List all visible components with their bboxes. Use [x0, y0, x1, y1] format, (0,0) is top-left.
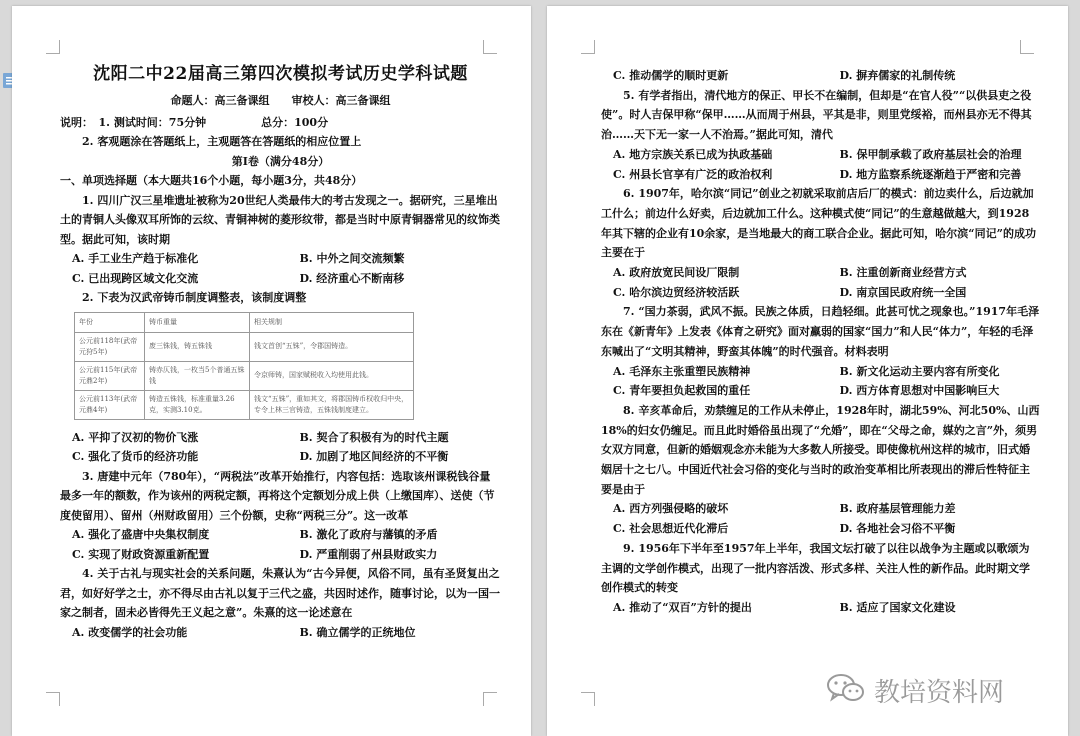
table-cell: 钱文“五铢”，重如其文，将郡国铸币权收归中央，专令上林三官铸造，五铢钱制度建立。 — [250, 390, 414, 419]
option-d: D. 西方体育思想对中国影响巨大 — [839, 384, 1000, 398]
option-c: C. 哈尔滨边贸经济较活跃 — [613, 285, 740, 299]
option-b: B. 注重创新商业经营方式 — [839, 266, 967, 280]
option-c: C. 已出现跨区域文化交流 — [72, 271, 199, 285]
option-b: B. 中外之间交流频繁 — [299, 252, 405, 265]
table-cell: 令京师铸，国家赋税收入均使用此钱。 — [250, 361, 414, 390]
section-heading: 一、单项选择题（本大题共16个小题，每小题3分，共48分） — [60, 174, 363, 187]
margin-mark — [483, 40, 497, 54]
option-d: D. 地方监察系统逐渐趋于严密和完善 — [839, 167, 1022, 181]
watermark — [826, 670, 1056, 710]
table-row — [75, 361, 414, 390]
options-row — [60, 269, 501, 289]
table-cell: 铸造五铢钱，标准重量3.26克，实测3.10克。 — [145, 390, 250, 419]
option-c: C. 青年要担负起救国的重任 — [613, 384, 751, 398]
option-d: D. 严重削弱了州县财政实力 — [299, 547, 438, 561]
table-row — [75, 390, 414, 419]
question-7: 7. “国力茶弱，武风不振。民族之体质，日趋轻细。此甚可忧之现象也。”1917年毛泽东在《新青年》上发表《体育之研究》面对羸弱的国家“国力”和人民“体力”，年轻的毛泽东喊出了“文明其精神，野蛮其体魄”的时代强音。材料表明 — [601, 305, 1040, 358]
option-a: A. 平抑了汉初的物价飞涨 — [72, 430, 199, 444]
document-page-right — [547, 6, 1068, 736]
question-6: 6. 1907年，哈尔滨“同记”创业之初就采取前店后厂的模式：前边卖什么，后边就加工什么；前边什么好卖，后边就加工什么。这种模式使“同记”的生意越做越大，到1928年其下辖的企业有10余家，是当地最大的商工联合企业。据此可知，哈尔滨“同记”的成功主要在于 — [601, 187, 1036, 260]
margin-mark — [46, 692, 60, 706]
question-8: 8. 辛亥革命后，劝禁缠足的工作从未停止，1928年时，湖北59%、河北50%、山西18%的妇女仍缠足。而且此时婚俗虽出现了“允婚”，即在“父母之命，媒妁之言”外，须男女双方同意，但新的婚姻观念亦未能为大多数人所接受。即使像杭州这样的城市，旧式婚姻居十之七八。中国近代社会习俗的变化与当时的政治变革相比所表现出的滞后性特征主要是由于 — [601, 403, 1040, 496]
authors-line: 命题人：高三备课组 审校人：高三备课组 — [170, 94, 391, 107]
margin-mark — [581, 40, 595, 54]
page-content — [601, 66, 1040, 618]
option-c: C. 推动儒学的顺时更新 — [613, 69, 729, 82]
options-row — [60, 525, 501, 545]
option-b: B. 政府基层管理能力差 — [839, 502, 956, 516]
document-title: 沈阳二中22届高三第四次模拟考试历史学科试题 — [93, 64, 468, 84]
option-a: A. 地方宗族关系已成为执政基础 — [613, 147, 773, 161]
table-header: 相关规制 — [250, 312, 414, 332]
option-a: A. 推动了“双百”方针的提出 — [613, 600, 752, 614]
question-2: 2. 下表为汉武帝铸币制度调整表，该制度调整 — [82, 291, 307, 304]
watermark-text: 教培资料网 — [874, 677, 1005, 708]
table-row — [75, 332, 414, 361]
margin-mark — [483, 692, 497, 706]
question-5: 5. 有学者指出，清代地方的保正、甲长不在编制，但却是“在官人役”“以供县吏之役使”。时人吉保甲称“保甲……从而周于州县，平其是非，则里党绥裕，而州县亦无不得其治……天下无一家一人不治焉。”据此可知，清代 — [601, 88, 1032, 142]
coinage-table — [74, 312, 414, 420]
page-content — [60, 61, 501, 642]
margin-mark — [581, 692, 595, 706]
options-row — [601, 362, 1040, 382]
option-a: A. 政府放宽民间设厂限制 — [613, 266, 740, 280]
wechat-icon — [826, 672, 866, 708]
question-4: 4. 关于古礼与现实社会的关系问题，朱熹认为“古今异便，风俗不同，虽有圣贤复出之君，如好好学之士，亦不得尽由古礼以复于三代之盛，共因时述作，随事讨论，以为一国一家之制者，固未必皆得先王义起之意”。朱熹的这一论述意在 — [60, 567, 500, 619]
option-a: A. 改变儒学的社会功能 — [72, 625, 188, 639]
option-b: B. 确立儒学的正统地位 — [299, 625, 416, 639]
question-9: 9. 1956年下半年至1957年上半年，我国文坛打破了以往以战争为主题或以歌颂为主调的文学创作模式，出现了一批内容活泼、形式多样、关注人性的新作品。此时期文学创作模式的转变 — [601, 541, 1030, 595]
options-row — [60, 623, 501, 643]
option-a: A. 手工业生产趋于标准化 — [72, 252, 199, 265]
option-c: C. 州县长官享有广泛的政治权利 — [613, 167, 773, 181]
options-row — [60, 545, 501, 565]
option-a: A. 西方列强侵略的破坏 — [613, 502, 729, 516]
question-1: 1. 四川广汉三星堆遗址被称为20世纪人类最伟大的考古发现之一。据研究，三星堆出土的青铜人头像双耳所饰的云纹、青铜神树的菱形纹带，都是当时中原青铜器常见的纹饰类型。据此可知，该时期 — [60, 193, 500, 246]
table-cell: 钱文首创“五铢”，令郡国铸造。 — [250, 332, 414, 361]
options-row — [601, 519, 1040, 539]
table-header-row — [75, 312, 414, 332]
options-row — [601, 263, 1040, 283]
options-row — [60, 447, 501, 467]
option-d: D. 加剧了地区间经济的不平衡 — [299, 450, 449, 463]
options-row — [60, 249, 501, 269]
option-d: D. 南京国民政府统一全国 — [839, 285, 967, 299]
option-d: D. 经济重心不断南移 — [299, 271, 405, 285]
options-row — [601, 598, 1040, 618]
table-cell: 公元前118年(武帝元狩5年) — [75, 332, 145, 361]
table-header: 铸币重量 — [145, 312, 250, 332]
option-d: D. 摒弃儒家的礼制传统 — [839, 69, 956, 82]
table-cell: 废三铢钱，铸五铢钱 — [145, 332, 250, 361]
part-heading: 第Ⅰ卷（满分48分） — [231, 154, 330, 168]
margin-mark — [1020, 40, 1034, 54]
table-cell: 公元前115年(武帝元鼎2年) — [75, 361, 145, 390]
options-row — [601, 66, 1040, 86]
options-row — [601, 145, 1040, 165]
option-b: B. 契合了积极有为的时代主题 — [299, 430, 449, 444]
table-cell: 公元前113年(武帝元鼎4年) — [75, 390, 145, 419]
options-row — [601, 283, 1040, 303]
option-a: A. 强化了盛唐中央集权制度 — [72, 528, 210, 541]
options-row — [60, 428, 501, 448]
options-row — [601, 499, 1040, 519]
option-d: D. 各地社会习俗不平衡 — [839, 522, 956, 536]
option-b: B. 新文化运动主要内容有所变化 — [839, 364, 1000, 378]
option-b: B. 适应了国家文化建设 — [839, 600, 956, 614]
option-b: B. 保甲制承载了政府基层社会的治理 — [839, 147, 1022, 161]
option-c: C. 社会思想近代化滞后 — [613, 522, 729, 536]
option-c: C. 强化了货币的经济功能 — [72, 450, 199, 463]
document-page-left — [12, 6, 531, 736]
table-header: 年份 — [75, 312, 145, 332]
instructions-1: 说明： 1. 测试时间：75分钟 总分：100分 — [60, 115, 329, 129]
table-cell: 铸赤仄钱，一枚当5个普通五铢钱 — [145, 361, 250, 390]
margin-mark — [46, 40, 60, 54]
option-b: B. 激化了政府与藩镇的矛盾 — [299, 528, 438, 541]
instructions-2: 2. 客观题涂在答题纸上，主观题答在答题纸的相应位置上 — [82, 135, 362, 148]
question-3: 3. 唐建中元年（780年），“两税法”改革开始推行，内容包括：选取该州课税钱谷量最多一年的额数，作为该州的两税定额，再将这个定额划分成上供（上缴国库）、送使（节度使留用）、留州（州财政留用）三个份额，史称“两税三分”。这一改革 — [60, 469, 495, 522]
option-c: C. 实现了财政资源重新配置 — [72, 547, 210, 561]
options-row — [601, 381, 1040, 401]
option-a: A. 毛泽东主张重塑民族精神 — [613, 364, 751, 378]
options-row — [601, 165, 1040, 185]
